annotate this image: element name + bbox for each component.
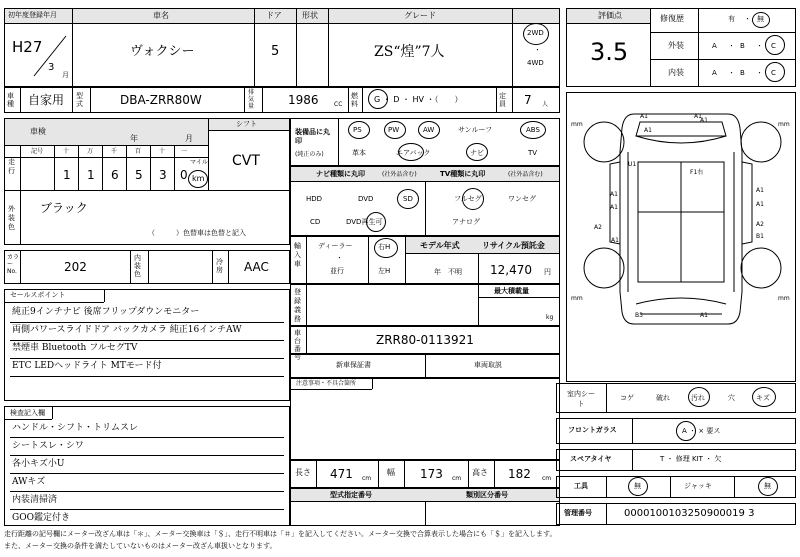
- capacity: 7: [524, 93, 532, 107]
- shaken-label: 車検: [30, 127, 46, 136]
- marker-1: A1: [694, 113, 702, 120]
- repair-dot: ・: [744, 15, 751, 23]
- unit-4: 十: [159, 148, 166, 155]
- rating-score: 3.5: [590, 38, 629, 66]
- notes-area: [290, 378, 560, 460]
- mm-label-1: mm: [571, 121, 583, 128]
- drive-4wd: 4WD: [527, 59, 544, 67]
- shift-label: シフト: [236, 120, 257, 128]
- reg-class-label: 登録義務: [294, 288, 301, 323]
- import-left-h: 左H: [378, 267, 391, 275]
- mm-label-2: mm: [778, 121, 790, 128]
- marker-8: B1: [756, 233, 764, 240]
- grade-label: グレード: [404, 11, 436, 20]
- ext-dot2: ・: [756, 42, 763, 50]
- marker-4: A1: [610, 191, 618, 198]
- management-value: 0000100103250900019 3: [624, 508, 755, 519]
- marker-2: A1: [644, 127, 652, 134]
- equipment-sub: (純正のみ): [295, 151, 324, 158]
- interior-label: 内装: [668, 68, 684, 77]
- height-label: 高さ: [472, 468, 488, 477]
- width-label: 幅: [387, 468, 395, 477]
- chassis-label: 車台番号: [294, 329, 301, 361]
- import-dealer: ディーラー: [318, 242, 353, 250]
- color-no: 202: [64, 260, 87, 274]
- tv-fullseg: フルセグ: [454, 195, 482, 203]
- digit-2: 6: [111, 168, 119, 182]
- height-value: 182: [508, 467, 531, 481]
- aircon-label: 冷房: [216, 258, 223, 274]
- digit-5: 0: [180, 168, 188, 182]
- windshield-options: A ・ × 要ス: [682, 427, 721, 435]
- equip-pw: PW: [388, 126, 400, 134]
- import-right-h: 右H: [378, 243, 391, 251]
- marker-10: A1: [756, 187, 764, 194]
- reg-month: 3: [48, 62, 55, 73]
- rating-label: 評価点: [598, 11, 622, 20]
- sheet-stain: 汚れ: [691, 394, 705, 402]
- category-label: 類別区分番号: [466, 491, 508, 499]
- color-no-label: カラーNo.: [7, 254, 20, 275]
- mileage-label: 走行: [8, 158, 15, 175]
- unit-0: 十: [63, 148, 70, 155]
- import-parallel: 並行: [330, 267, 344, 275]
- aircon-value: AAC: [244, 260, 269, 274]
- ext-a: A: [712, 42, 717, 50]
- marker-14: U1: [628, 161, 637, 168]
- reg-era-year: H27: [12, 38, 43, 56]
- int-dot2: ・: [756, 69, 763, 77]
- equip-sunroof: サンルーフ: [458, 126, 493, 134]
- km-unit: km: [192, 174, 205, 183]
- month-unit: 月: [62, 71, 69, 79]
- navi-dvd-play: DVD再生可: [346, 218, 383, 226]
- equipment-label: 装備品に丸印: [295, 128, 330, 145]
- height-cm: cm: [542, 475, 552, 482]
- interior-sheet-label: 室内シート: [567, 390, 595, 408]
- fuel-label: 燃料: [351, 92, 358, 108]
- sheet-tear: 破れ: [656, 394, 670, 402]
- note-line-0: ハンドル・シフト・トリムスレ: [12, 423, 139, 433]
- tools-label: 工具: [574, 482, 588, 490]
- unit-1: 万: [87, 148, 94, 155]
- model-year-label: モデル年式: [420, 241, 460, 250]
- marker-0: A1: [640, 113, 648, 120]
- import-dot: ・: [336, 254, 343, 262]
- sheet-burn: コゲ: [620, 394, 634, 402]
- unit-3: 百: [135, 148, 142, 155]
- marker-7: A2: [756, 221, 764, 228]
- chassis-value: ZRR80-0113921: [376, 333, 474, 347]
- drive-dot: ・: [534, 46, 541, 54]
- recycle-value: 12,470: [490, 263, 532, 277]
- management-label: 管理番号: [564, 509, 592, 517]
- marker-12: A1: [700, 312, 708, 319]
- recycle-label: リサイクル預託金: [482, 241, 545, 250]
- digit-1: 1: [87, 168, 95, 182]
- model-label: 型式: [76, 92, 83, 108]
- displacement-label: 排気量: [248, 89, 255, 110]
- spare-label: スペアタイヤ: [570, 455, 612, 463]
- equip-navi: ナビ: [470, 149, 484, 157]
- model-code: DBA-ZRR80W: [120, 93, 202, 107]
- navi-cd: CD: [310, 218, 321, 226]
- tv-label: TV種類に丸印: [440, 170, 486, 178]
- sheet-hole: 穴: [728, 394, 735, 402]
- equip-airbag: エアバック: [396, 149, 431, 157]
- sales-line-0: 純正9インチナビ 後席フリップダウンモニター: [12, 307, 200, 317]
- int-b: B: [740, 69, 745, 77]
- marker-3: A1: [610, 204, 618, 211]
- repair-label: 修復歴: [660, 14, 684, 23]
- unit-2: 千: [111, 148, 118, 155]
- drive-2wd: 2WD: [527, 29, 544, 37]
- persons-unit: 人: [542, 101, 549, 108]
- warranty-label: 新車保証書: [336, 361, 371, 369]
- usage-row: [4, 87, 560, 113]
- navi-label: ナビ種類に丸印: [316, 170, 365, 178]
- mm-label-3: mm: [571, 295, 583, 302]
- sales-line-3: ETC LEDヘッドライト MTモード付: [12, 361, 162, 371]
- import-label: 輸入車: [294, 242, 301, 268]
- digit-4: 3: [159, 168, 167, 182]
- color-label: 外装色: [8, 205, 15, 231]
- sales-line-1: 両側パワースライドドア バックカメラ 純正16インチAW: [12, 325, 242, 335]
- tools-value: 無: [634, 482, 641, 490]
- tv-sub: (社外品含む): [508, 171, 543, 178]
- ext-b: B: [740, 42, 745, 50]
- doors: 5: [271, 44, 280, 59]
- notes-label: 注意事項・不具合箇所: [296, 380, 357, 387]
- manual-label: 車両取説: [474, 361, 502, 369]
- navi-dvd: DVD: [358, 195, 374, 203]
- marker-15: F1右: [690, 169, 704, 176]
- navi-sd: SD: [403, 195, 413, 203]
- note-line-5: GOO鑑定付き: [12, 513, 70, 523]
- sheet-scratch: キズ: [756, 394, 770, 402]
- spare-options: T ・ 修理 KIT ・ 欠: [660, 455, 722, 463]
- width-cm: cm: [452, 475, 462, 482]
- displacement: 1986: [288, 93, 319, 107]
- marker-6: A1: [756, 201, 764, 208]
- repair-no: 無: [757, 15, 764, 23]
- repair-yes: 有: [728, 15, 735, 23]
- interior-color-label: 内装色: [134, 254, 141, 278]
- digit-0: 1: [63, 168, 71, 182]
- digit-3: 5: [135, 168, 143, 182]
- shift-value: CVT: [232, 153, 260, 169]
- car-name-label: 車名: [153, 11, 169, 20]
- note-line-2: 各小キズ小U: [12, 459, 65, 469]
- shape-label: 形状: [302, 11, 318, 20]
- grade: ZS“煌”7人: [374, 44, 445, 60]
- car-name: ヴォクシー: [130, 44, 195, 59]
- marker-5: A2: [594, 224, 602, 231]
- tv-oneseg: ワンセグ: [508, 195, 536, 203]
- color-note: （ ）色替車は色替と記入: [148, 229, 246, 237]
- jack-value: 無: [764, 482, 771, 490]
- tv-analog: アナログ: [452, 218, 480, 226]
- recycle-yen: 円: [544, 268, 551, 276]
- shaken-year: 年: [130, 134, 138, 143]
- footer-line-1: 走行距離の記号欄にメーター改ざん車は「＊」、メーター交換車は「＄」、走行不明車は「＃」を記入してください。メーター交換で合算表示した場合にも「＄」を記入します。: [4, 530, 557, 538]
- fuel-options: G ・ D ・ HV ・（ ）: [374, 95, 463, 104]
- designation-label: 型式指定番号: [330, 491, 372, 499]
- model-year: 年 不明: [434, 268, 462, 276]
- int-a: A: [712, 69, 717, 77]
- cc-unit: CC: [334, 101, 343, 108]
- note-line-3: AWキズ: [12, 477, 46, 487]
- int-c: C: [771, 69, 776, 77]
- navi-hdd: HDD: [306, 195, 323, 203]
- length-cm: cm: [362, 475, 372, 482]
- equip-ps: PS: [353, 126, 362, 134]
- unit-5: 一: [181, 148, 188, 155]
- mm-label-4: mm: [778, 295, 790, 302]
- note-line-1: シートスレ・シワ: [12, 441, 84, 451]
- max-load-label: 最大積載量: [494, 287, 529, 295]
- ext-c: C: [771, 42, 776, 50]
- width-value: 173: [420, 467, 443, 481]
- marker-13: A1: [700, 117, 708, 124]
- footer-line-2: また、メーター交換の条件を満たしていないものはメーター改ざん車扱いとなります。: [4, 542, 277, 550]
- ext-dot1: ・: [728, 42, 735, 50]
- marker-9: A1: [611, 237, 619, 244]
- kg-unit: kg: [546, 314, 554, 321]
- reg-year-label: 初年度登録年月: [8, 11, 57, 19]
- mile-unit: マイル: [190, 159, 208, 166]
- navi-sub: (社外品含む): [382, 171, 417, 178]
- marker-11: B3: [635, 312, 643, 319]
- equip-abs: ABS: [526, 126, 540, 134]
- windshield-label: フロントガラス: [568, 426, 617, 434]
- length-label: 長さ: [295, 468, 311, 477]
- sales-points-label: セールスポイント: [10, 291, 66, 299]
- sign-label: 記号: [31, 148, 44, 155]
- equip-leather: 革本: [352, 149, 366, 157]
- inspection-notes-label: 検査記入欄: [10, 409, 45, 417]
- usage-value: 自家用: [28, 93, 65, 107]
- exterior-label: 外装: [668, 41, 684, 50]
- equip-tv: TV: [528, 149, 538, 157]
- capacity-label: 定員: [499, 92, 506, 108]
- door-label: ドア: [266, 11, 282, 20]
- equip-aw: AW: [423, 126, 435, 134]
- color-value: ブラック: [40, 201, 88, 215]
- usage-label: 車種: [7, 92, 14, 108]
- length-value: 471: [330, 467, 353, 481]
- sales-line-2: 禁煙車 Bluetooth フルセグTV: [12, 343, 138, 353]
- note-line-4: 内装清掃済: [12, 495, 58, 505]
- jack-label: ジャッキ: [684, 482, 712, 490]
- int-dot1: ・: [728, 69, 735, 77]
- shaken-month: 月: [185, 134, 193, 143]
